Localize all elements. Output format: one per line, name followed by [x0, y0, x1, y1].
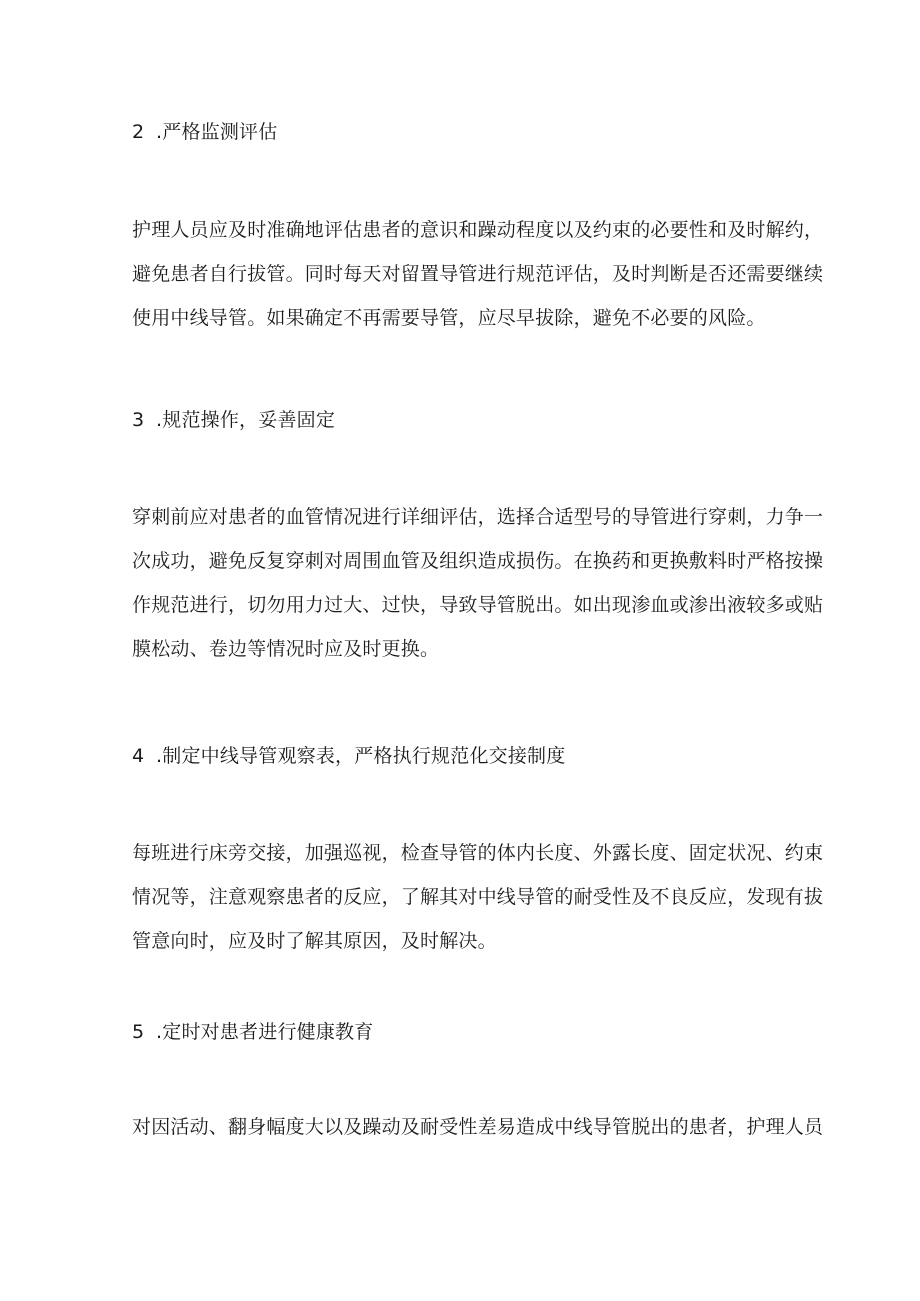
paragraph-line: 管意向时，应及时了解其原因，及时解决。: [132, 930, 497, 952]
paragraph-line: 使用中线导管。如果确定不再需要导管，应尽早拔除，避免不必要的风险。: [132, 307, 766, 329]
section-title: .严格监测评估: [156, 121, 278, 143]
section-number: 4: [132, 745, 145, 767]
paragraph-line: 护理人员应及时准确地评估患者的意识和躁动程度以及约束的必要性和及时解约，: [132, 219, 824, 241]
section-number: 5: [132, 1021, 145, 1043]
section-paragraph-5: [132, 1105, 824, 1149]
section-title: .规范操作，妥善固定: [156, 409, 336, 431]
paragraph-line: 每班进行床旁交接，加强巡视，检查导管的体内长度、外露长度、固定状况、约束: [132, 842, 824, 864]
paragraph-line: 穿刺前应对患者的血管情况进行详细评估，选择合适型号的导管进行穿刺，力争一: [132, 506, 824, 528]
section-paragraph-4: [132, 831, 824, 963]
paragraph-line: 膜松动、卷边等情况时应及时更换。: [132, 638, 440, 660]
section-paragraph-3: [132, 495, 824, 671]
section-heading-5: [132, 1018, 373, 1046]
section-number: 2: [132, 121, 145, 143]
section-title: .定时对患者进行健康教育: [156, 1021, 374, 1043]
section-heading-2: [132, 118, 277, 146]
paragraph-line: 避免患者自行拔管。同时每天对留置导管进行规范评估，及时判断是否还需要继续: [132, 263, 824, 285]
paragraph-line: 作规范进行，切勿用力过大、过快，导致导管脱出。如出现渗血或渗出液较多或贴: [132, 594, 824, 616]
paragraph-line: 对因活动、翻身幅度大以及躁动及耐受性差易造成中线导管脱出的患者，护理人员: [132, 1116, 824, 1138]
paragraph-line: 情况等，注意观察患者的反应，了解其对中线导管的耐受性及不良反应，发现有拔: [132, 886, 824, 908]
paragraph-line: 次成功，避免反复穿刺对周围血管及组织造成损伤。在换药和更换敷料时严格按操: [132, 550, 824, 572]
section-paragraph-2: [132, 208, 824, 340]
section-heading-4: [132, 742, 565, 770]
section-title: .制定中线导管观察表，严格执行规范化交接制度: [156, 745, 566, 767]
section-heading-3: [132, 406, 335, 434]
section-number: 3: [132, 409, 145, 431]
